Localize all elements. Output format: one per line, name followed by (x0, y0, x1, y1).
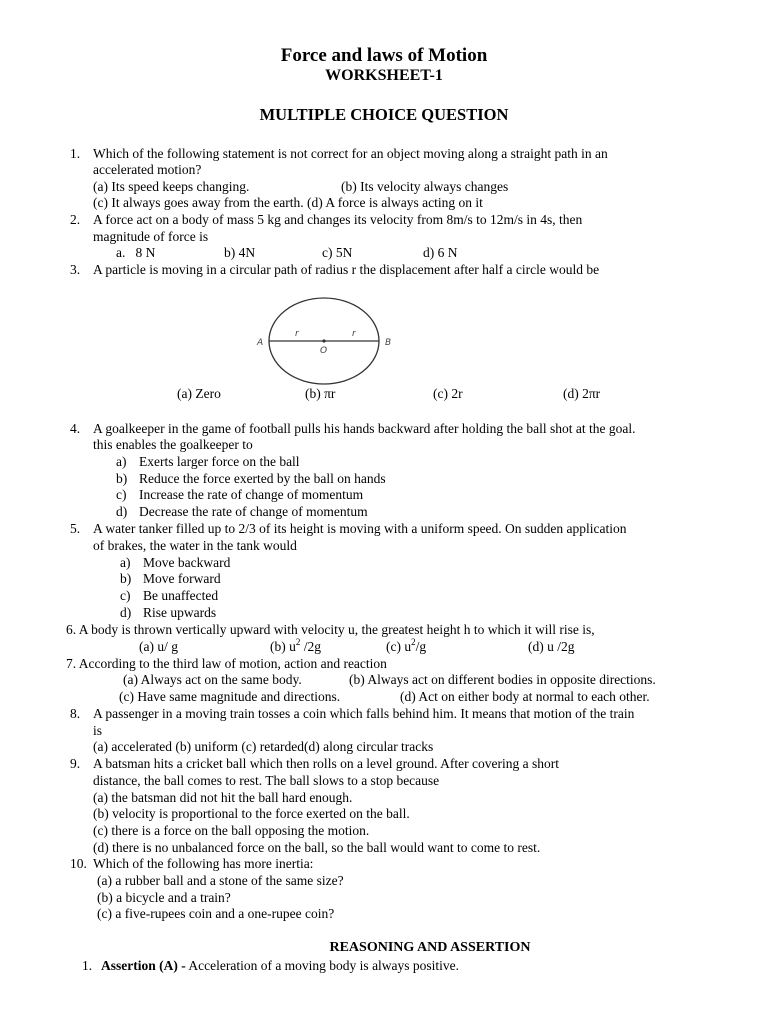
q4-option-c-key: c) (116, 487, 127, 502)
q6-option-b-rest: /2g (300, 639, 322, 654)
q9-option-c: (c) there is a force on the ball opposing the motion. (93, 823, 370, 838)
q1-option-a: (a) Its speed keeps changing. (93, 179, 250, 194)
section-heading-reasoning: REASONING AND ASSERTION (329, 940, 531, 955)
q5-option-d-text: Rise upwards (143, 605, 217, 620)
q5-option-b-text: Move forward (143, 571, 221, 586)
q8-number: 8. (70, 706, 81, 721)
q3-option-c: (c) 2r (433, 386, 463, 401)
q10-option-a: (a) a rubber ball and a stone of the same size? (97, 873, 344, 888)
q5-text-line1: A water tanker filled up to 2/3 of its height is moving with a uniform speed. On sudden application (93, 521, 627, 536)
q6-option-c (386, 639, 426, 656)
q6-option-b-exponent: 2 (295, 637, 301, 647)
circle-diagram (250, 295, 410, 385)
q10-text-line1: Which of the following has more inertia: (93, 856, 314, 871)
q5-option-c-text: Be unaffected (143, 588, 219, 603)
q1-text-line1: Which of the following statement is not correct for an object moving along a straight path in an (93, 146, 608, 161)
q1-option-cd: (c) It always goes away from the earth. (d) A force is always acting on it (93, 195, 483, 210)
q8-options: (a) accelerated (b) uniform (c) retarded(d) along circular tracks (93, 739, 434, 754)
center-label: O (320, 346, 328, 356)
q5-option-b-key: b) (120, 571, 132, 586)
q7-option-d: (d) Act on either body at normal to each other. (400, 689, 650, 704)
point-a-label: A (257, 338, 264, 348)
q5-option-a-text: Move backward (143, 555, 231, 570)
q3-option-a: (a) Zero (177, 386, 221, 401)
q5-number: 5. (70, 521, 81, 536)
q4-option-b-key: b) (116, 471, 128, 486)
q10-option-b: (b) a bicycle and a train? (97, 890, 231, 905)
q6-option-a: (a) u/ g (139, 639, 178, 654)
q6-option-c-base: (c) u (386, 639, 412, 654)
q3-option-d: (d) 2πr (563, 386, 601, 401)
q9-option-d: (d) there is no unbalanced force on the ball, so the ball would want to come to rest. (93, 840, 541, 855)
q6-option-c-exponent: 2 (411, 637, 416, 647)
q4-option-b-text: Reduce the force exerted by the ball on hands (139, 471, 386, 486)
q2-text-line2: magnitude of force is (93, 229, 209, 244)
center-point (322, 339, 325, 342)
q1-option-b: (b) Its velocity always changes (341, 179, 509, 194)
radius-label-right: r (352, 329, 356, 339)
q2-text-line1: A force act on a body of mass 5 kg and changes its velocity from 8m/s to 12m/s in 4s, then (93, 212, 583, 227)
q4-option-a-text: Exerts larger force on the ball (139, 454, 300, 469)
q2-option-c: c) 5N (322, 245, 353, 260)
q4-text-line2: this enables the goalkeeper to (93, 437, 253, 452)
radius-label-left: r (295, 329, 299, 339)
q7-option-c: (c) Have same magnitude and directions. (119, 689, 341, 704)
q5-option-d-key: d) (120, 605, 132, 620)
ra1-assertion-label: Assertion (A) - (101, 958, 186, 973)
section-heading-mcq: MULTIPLE CHOICE QUESTION (259, 105, 509, 124)
point-b-label: B (385, 338, 392, 348)
q9-option-a: (a) the batsman did not hit the ball hard enough. (93, 790, 353, 805)
q9-text-line1: A batsman hits a cricket ball which then rolls on a level ground. After covering a short (93, 756, 560, 771)
q3-text-line1: A particle is moving in a circular path of radius r the displacement after half a circle would be (93, 262, 600, 277)
q4-option-d-key: d) (116, 504, 128, 519)
q8-text-line1: A passenger in a moving train tosses a coin which falls behind him. It means that motion of the train (93, 706, 635, 721)
q3-option-b: (b) πr (305, 386, 336, 401)
q2-option-d: d) 6 N (423, 245, 458, 260)
worksheet-subtitle: WORKSHEET-1 (325, 67, 443, 84)
q7-option-a: (a) Always act on the same body. (123, 672, 302, 687)
q8-text-line2: is (93, 723, 103, 738)
q3-number: 3. (70, 262, 81, 277)
q1-number: 1. (70, 146, 81, 161)
q7-option-b: (b) Always act on different bodies in opposite directions. (349, 672, 656, 687)
page-title: Force and laws of Motion (280, 45, 488, 66)
q5-text-line2: of brakes, the water in the tank would (93, 538, 297, 553)
q1-text-line2: accelerated motion? (93, 162, 202, 177)
q6-option-b (270, 639, 321, 656)
q6-option-d: (d) u /2g (528, 639, 575, 654)
q10-number: 10. (70, 856, 87, 871)
q4-number: 4. (70, 421, 81, 436)
q9-option-b: (b) velocity is proportional to the force exerted on the ball. (93, 806, 410, 821)
q10-option-c: (c) a five-rupees coin and a one-rupee coin? (97, 906, 335, 921)
q9-text-line2: distance, the ball comes to rest. The ball slows to a stop because (93, 773, 440, 788)
q4-option-a-key: a) (116, 454, 127, 469)
q4-option-d-text: Decrease the rate of change of momentum (139, 504, 368, 519)
q4-text-line1: A goalkeeper in the game of football pulls his hands backward after holding the ball shot at the goal. (93, 421, 636, 436)
q2-option-b: b) 4N (224, 245, 256, 260)
q5-option-a-key: a) (120, 555, 131, 570)
q2-option-a: a. 8 N (116, 245, 156, 260)
q2-number: 2. (70, 212, 81, 227)
ra1-statement (101, 958, 459, 974)
q7-text-line1: 7. According to the third law of motion, action and reaction (66, 656, 387, 671)
q9-number: 9. (70, 756, 81, 771)
ra1-number: 1. (82, 958, 93, 973)
q4-option-c-text: Increase the rate of change of momentum (139, 487, 364, 502)
q6-text-line1: 6. A body is thrown vertically upward with velocity u, the greatest height h to which it will rise is, (66, 622, 595, 637)
q6-option-b-base: (b) u (270, 639, 296, 654)
ra1-assertion-text: Acceleration of a moving body is always positive. (185, 958, 460, 973)
q5-option-c-key: c) (120, 588, 131, 603)
q6-option-c-rest: /g (415, 639, 427, 654)
